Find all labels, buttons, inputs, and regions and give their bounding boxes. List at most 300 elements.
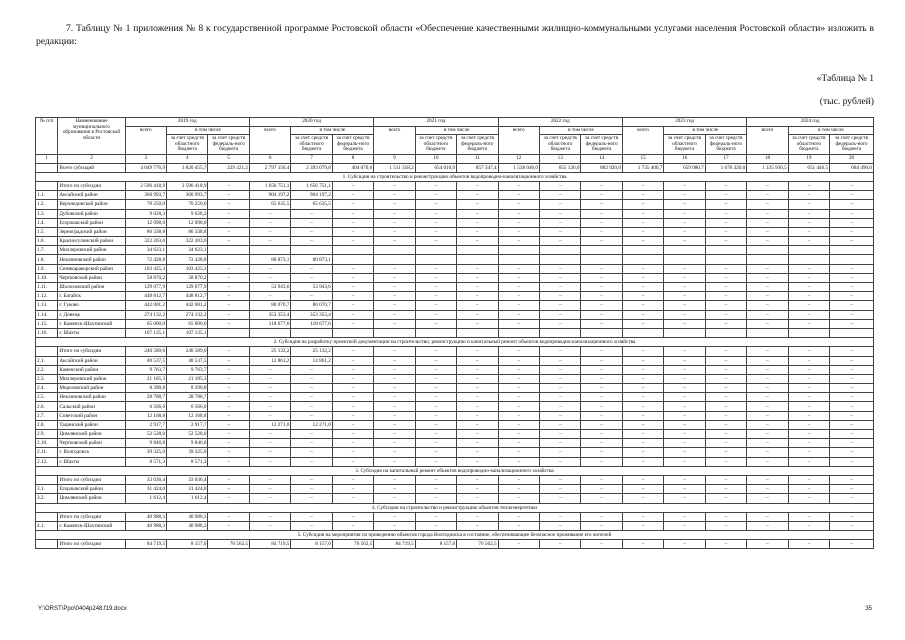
header-incl: в том числе bbox=[291, 126, 374, 135]
row-value: – bbox=[788, 365, 829, 374]
row-value: – bbox=[208, 209, 249, 218]
row-value: – bbox=[415, 393, 456, 402]
row-value: – bbox=[540, 191, 581, 200]
row-value: – bbox=[498, 521, 539, 530]
row-value: 39 325,0 bbox=[125, 448, 166, 457]
table-row bbox=[36, 328, 874, 337]
row-value: – bbox=[622, 494, 663, 503]
row-value bbox=[208, 328, 249, 337]
row-value: – bbox=[664, 218, 705, 227]
row-value: – bbox=[540, 402, 581, 411]
row-value: 448 812,7 bbox=[125, 292, 166, 301]
row-name: Дубовский район bbox=[58, 209, 125, 218]
row-value: 1 511 358,2 bbox=[374, 163, 415, 172]
row-value: – bbox=[540, 209, 581, 218]
row-value: – bbox=[457, 494, 498, 503]
row-value: – bbox=[457, 273, 498, 282]
row-name: Итого по субсидии bbox=[58, 475, 125, 484]
row-value: – bbox=[249, 411, 290, 420]
row-number: 1.6. bbox=[36, 237, 58, 246]
row-name: Итого по субсидии bbox=[58, 540, 125, 549]
row-value: 8 571,3 bbox=[167, 457, 208, 466]
header-year: 2020 год bbox=[249, 118, 373, 127]
row-value: – bbox=[830, 430, 874, 439]
row-value: – bbox=[622, 384, 663, 393]
row-value bbox=[540, 246, 581, 255]
row-number: 1.15. bbox=[36, 319, 58, 328]
row-value: – bbox=[747, 512, 788, 521]
row-value: – bbox=[332, 237, 373, 246]
row-value: – bbox=[332, 319, 373, 328]
row-number: 1.2. bbox=[36, 200, 58, 209]
row-value: – bbox=[581, 521, 622, 530]
header-total: всего bbox=[498, 126, 539, 154]
row-value: – bbox=[664, 411, 705, 420]
row-value bbox=[457, 255, 498, 264]
row-value: – bbox=[415, 448, 456, 457]
row-value: 118 677,6 bbox=[249, 319, 290, 328]
row-value: – bbox=[498, 540, 539, 549]
row-value: – bbox=[830, 512, 874, 521]
row-number: 2.6. bbox=[36, 402, 58, 411]
row-value: – bbox=[747, 356, 788, 365]
row-number: 1.13. bbox=[36, 301, 58, 310]
row-name: Цимлянский район bbox=[58, 430, 125, 439]
row-value: – bbox=[415, 283, 456, 292]
row-value: – bbox=[208, 457, 249, 466]
row-value: – bbox=[664, 374, 705, 383]
row-value: – bbox=[374, 237, 415, 246]
row-name: Чертковский район bbox=[58, 439, 125, 448]
row-number: 1.7. bbox=[36, 246, 58, 255]
row-value: – bbox=[374, 191, 415, 200]
row-value: 857 347,4 bbox=[457, 163, 498, 172]
row-name: г. Шахты bbox=[58, 328, 125, 337]
row-value: – bbox=[374, 448, 415, 457]
row-value: – bbox=[705, 283, 746, 292]
row-value: – bbox=[664, 301, 705, 310]
row-value: – bbox=[622, 191, 663, 200]
row-value: – bbox=[747, 227, 788, 236]
row-value: – bbox=[747, 402, 788, 411]
row-value: – bbox=[374, 402, 415, 411]
row-value: – bbox=[457, 374, 498, 383]
row-value: – bbox=[540, 521, 581, 530]
row-value: – bbox=[374, 485, 415, 494]
row-value: – bbox=[415, 292, 456, 301]
row-value: – bbox=[705, 402, 746, 411]
row-value: – bbox=[332, 356, 373, 365]
table-row bbox=[36, 457, 874, 466]
table-header bbox=[36, 118, 874, 164]
row-value: – bbox=[457, 393, 498, 402]
row-value bbox=[291, 246, 332, 255]
row-value: – bbox=[415, 374, 456, 383]
header-federal: за счет средств федераль-ного бюджета bbox=[208, 135, 249, 155]
section-title: 2. Субсидия на разработку проектной документации на строительство, реконструкцию и капитальный ремонт объектов водопроводно-канализационного хозяйства bbox=[36, 338, 874, 347]
row-value: – bbox=[374, 430, 415, 439]
section-title: 4. Субсидия на строительство и реконструкцию объектов теплоэнергетики bbox=[36, 503, 874, 512]
row-value: – bbox=[622, 209, 663, 218]
row-value: – bbox=[415, 485, 456, 494]
row-value: – bbox=[249, 393, 290, 402]
row-value: 53 943,6 bbox=[291, 283, 332, 292]
row-value: 80 070,7 bbox=[249, 301, 290, 310]
row-value: – bbox=[705, 347, 746, 356]
row-value: 240 589,6 bbox=[167, 347, 208, 356]
row-value: – bbox=[747, 237, 788, 246]
row-value: – bbox=[830, 356, 874, 365]
row-value: – bbox=[622, 540, 663, 549]
row-value: – bbox=[457, 512, 498, 521]
row-value: – bbox=[747, 365, 788, 374]
table-row bbox=[36, 494, 874, 503]
row-number: 1.9. bbox=[36, 264, 58, 273]
table-row bbox=[36, 246, 874, 255]
row-value: 107 135,1 bbox=[125, 328, 166, 337]
row-value: – bbox=[788, 512, 829, 521]
row-value bbox=[747, 328, 788, 337]
header-year: 2023 год bbox=[622, 118, 746, 127]
row-value: – bbox=[374, 494, 415, 503]
row-value: – bbox=[664, 521, 705, 530]
row-value: – bbox=[498, 200, 539, 209]
row-value: 904 197,2 bbox=[291, 191, 332, 200]
row-value: – bbox=[415, 475, 456, 484]
header-federal: за счет средств федераль-ного бюджета bbox=[457, 135, 498, 155]
row-name: г. Батайск bbox=[58, 292, 125, 301]
row-value: – bbox=[788, 521, 829, 530]
column-number: 2 bbox=[58, 154, 125, 163]
row-value: 86 338,8 bbox=[125, 227, 166, 236]
row-value: – bbox=[457, 218, 498, 227]
row-value: – bbox=[332, 310, 373, 319]
row-value: – bbox=[664, 494, 705, 503]
row-value: – bbox=[622, 475, 663, 484]
subsidy-table bbox=[35, 117, 874, 549]
row-value: – bbox=[457, 457, 498, 466]
row-value: – bbox=[415, 512, 456, 521]
header-row-years bbox=[36, 118, 874, 127]
row-value: – bbox=[498, 227, 539, 236]
row-value: – bbox=[830, 384, 874, 393]
row-value bbox=[664, 328, 705, 337]
row-value: – bbox=[540, 457, 581, 466]
row-value: – bbox=[830, 218, 874, 227]
row-value: – bbox=[498, 365, 539, 374]
row-value: – bbox=[457, 227, 498, 236]
row-value: – bbox=[332, 374, 373, 383]
header-regional: за счет средств областного бюджета bbox=[415, 135, 456, 155]
row-value: 70 250,0 bbox=[125, 200, 166, 209]
row-value: – bbox=[705, 310, 746, 319]
row-value: – bbox=[581, 384, 622, 393]
row-value: – bbox=[830, 191, 874, 200]
row-number bbox=[36, 347, 58, 356]
row-value: – bbox=[788, 485, 829, 494]
row-value: – bbox=[747, 457, 788, 466]
row-value: – bbox=[208, 237, 249, 246]
row-name: Егорлыкский район bbox=[58, 218, 125, 227]
row-name: Аксайский район bbox=[58, 191, 125, 200]
row-value: – bbox=[374, 310, 415, 319]
row-value: – bbox=[788, 475, 829, 484]
row-value: – bbox=[747, 384, 788, 393]
row-number: 2.10. bbox=[36, 439, 58, 448]
row-value bbox=[705, 255, 746, 264]
row-value: – bbox=[540, 218, 581, 227]
row-value: – bbox=[830, 521, 874, 530]
row-value: – bbox=[581, 420, 622, 429]
row-value: – bbox=[457, 191, 498, 200]
row-value: – bbox=[581, 365, 622, 374]
row-name: Миллеровский район bbox=[58, 374, 125, 383]
row-value: – bbox=[498, 457, 539, 466]
row-value: – bbox=[291, 512, 332, 521]
row-value: – bbox=[540, 292, 581, 301]
row-value: – bbox=[457, 347, 498, 356]
row-value: – bbox=[540, 420, 581, 429]
row-value: – bbox=[788, 200, 829, 209]
row-name: Красносулинский район bbox=[58, 237, 125, 246]
row-value bbox=[415, 328, 456, 337]
row-value: – bbox=[415, 301, 456, 310]
row-value: – bbox=[249, 439, 290, 448]
row-value: – bbox=[622, 356, 663, 365]
row-value: – bbox=[664, 264, 705, 273]
row-value: – bbox=[830, 475, 874, 484]
row-name: г. Шахты bbox=[58, 457, 125, 466]
row-name: Верхнедонской район bbox=[58, 200, 125, 209]
row-value: – bbox=[249, 457, 290, 466]
row-value: – bbox=[208, 273, 249, 282]
section-title: 1. Субсидия на строительство и реконструкцию объектов водопроводно-канализационного хозяйства bbox=[36, 172, 874, 181]
row-value: – bbox=[705, 439, 746, 448]
row-value: – bbox=[208, 292, 249, 301]
row-value: – bbox=[788, 181, 829, 190]
row-value bbox=[705, 328, 746, 337]
row-value: – bbox=[457, 237, 498, 246]
row-name: Неклиновский район bbox=[58, 393, 125, 402]
row-value: 58 870,2 bbox=[167, 273, 208, 282]
section-row bbox=[36, 531, 874, 540]
row-value: – bbox=[415, 402, 456, 411]
row-value: – bbox=[747, 485, 788, 494]
row-value: 904 197,2 bbox=[249, 191, 290, 200]
page-number: 35 bbox=[865, 606, 872, 612]
row-value: 882 920,0 bbox=[581, 163, 622, 172]
row-value: – bbox=[788, 374, 829, 383]
row-value: – bbox=[747, 200, 788, 209]
intro-paragraph: 7. Таблицу № 1 приложения № 8 к государственной программе Ростовской области «Обеспечение качественными жилищно-коммунальными услугами населения Ростовской области» изложить в редакции: bbox=[36, 23, 874, 47]
header-federal: за счет средств федераль-ного бюджета bbox=[332, 135, 373, 155]
row-value: – bbox=[291, 448, 332, 457]
row-value: – bbox=[622, 181, 663, 190]
row-value: 8 390,8 bbox=[125, 384, 166, 393]
row-value bbox=[788, 255, 829, 264]
row-value: – bbox=[581, 430, 622, 439]
row-value: – bbox=[374, 439, 415, 448]
row-value: – bbox=[830, 347, 874, 356]
row-value: – bbox=[291, 218, 332, 227]
row-value: – bbox=[291, 292, 332, 301]
row-value bbox=[788, 246, 829, 255]
row-value: 6 566,0 bbox=[125, 402, 166, 411]
row-value: 2 917,7 bbox=[167, 420, 208, 429]
row-value: – bbox=[249, 273, 290, 282]
row-value: – bbox=[457, 209, 498, 218]
row-value bbox=[208, 255, 249, 264]
row-value: 34 623,1 bbox=[125, 246, 166, 255]
row-value: – bbox=[415, 347, 456, 356]
row-value: – bbox=[830, 411, 874, 420]
header-federal: за счет средств федераль-ного бюджета bbox=[705, 135, 746, 155]
row-value: – bbox=[581, 512, 622, 521]
column-number: 9 bbox=[374, 154, 415, 163]
row-value: – bbox=[415, 439, 456, 448]
row-value: – bbox=[457, 485, 498, 494]
row-value: – bbox=[415, 181, 456, 190]
row-value bbox=[622, 246, 663, 255]
table-row bbox=[36, 374, 874, 383]
row-value: – bbox=[581, 494, 622, 503]
row-value: – bbox=[705, 393, 746, 402]
row-name: Итого по субсидии bbox=[58, 347, 125, 356]
row-value: – bbox=[747, 494, 788, 503]
row-value: – bbox=[374, 393, 415, 402]
header-regional: за счет средств областного бюджета bbox=[291, 135, 332, 155]
row-value: – bbox=[581, 485, 622, 494]
row-value: – bbox=[208, 356, 249, 365]
row-number bbox=[36, 181, 58, 190]
table-row bbox=[36, 347, 874, 356]
row-value: – bbox=[788, 209, 829, 218]
row-value: – bbox=[208, 218, 249, 227]
row-value: – bbox=[540, 384, 581, 393]
column-number: 6 bbox=[249, 154, 290, 163]
row-value: 28 788,7 bbox=[125, 393, 166, 402]
row-value: – bbox=[374, 273, 415, 282]
row-value: – bbox=[540, 347, 581, 356]
row-value: 118 677,6 bbox=[291, 319, 332, 328]
row-value: 80 070,7 bbox=[291, 301, 332, 310]
row-value: – bbox=[457, 301, 498, 310]
row-value: – bbox=[788, 420, 829, 429]
table-row bbox=[36, 319, 874, 328]
header-year: 2022 год bbox=[498, 118, 622, 127]
row-value: 33 036,4 bbox=[125, 475, 166, 484]
row-value: – bbox=[208, 365, 249, 374]
row-value: – bbox=[747, 264, 788, 273]
row-value: – bbox=[705, 512, 746, 521]
row-value: – bbox=[788, 540, 829, 549]
row-value: – bbox=[581, 347, 622, 356]
row-value: 322 203,6 bbox=[125, 237, 166, 246]
row-value bbox=[622, 255, 663, 264]
row-value: 240 589,6 bbox=[125, 347, 166, 356]
column-number: 10 bbox=[415, 154, 456, 163]
row-value: – bbox=[622, 264, 663, 273]
row-value: – bbox=[581, 227, 622, 236]
row-value: – bbox=[332, 384, 373, 393]
row-value: – bbox=[249, 494, 290, 503]
header-federal: за счет средств федераль-ного бюджета bbox=[830, 135, 874, 155]
row-value: 12 271,0 bbox=[291, 420, 332, 429]
row-value: 1 612,4 bbox=[125, 494, 166, 503]
header-year: 2021 год bbox=[374, 118, 498, 127]
row-value bbox=[498, 246, 539, 255]
row-value: – bbox=[664, 430, 705, 439]
row-value: – bbox=[581, 540, 622, 549]
row-value: 76 562,5 bbox=[332, 540, 373, 549]
row-value: – bbox=[622, 218, 663, 227]
row-value: 684 490,0 bbox=[830, 163, 874, 172]
row-value: 80 873,1 bbox=[249, 255, 290, 264]
row-value: 229 321,2 bbox=[208, 163, 249, 172]
row-value: – bbox=[622, 420, 663, 429]
row-value bbox=[581, 328, 622, 337]
row-name: г. Гуково bbox=[58, 301, 125, 310]
row-value: 31 424,0 bbox=[125, 485, 166, 494]
row-number: 1.14. bbox=[36, 310, 58, 319]
row-value: – bbox=[457, 181, 498, 190]
row-value: – bbox=[622, 273, 663, 282]
row-value: – bbox=[581, 292, 622, 301]
row-value bbox=[498, 328, 539, 337]
row-value: – bbox=[664, 439, 705, 448]
row-value: – bbox=[705, 356, 746, 365]
row-value: – bbox=[208, 393, 249, 402]
row-value: – bbox=[540, 365, 581, 374]
row-value: – bbox=[664, 273, 705, 282]
row-value: – bbox=[291, 237, 332, 246]
table-row bbox=[36, 237, 874, 246]
row-value: 8 157,0 bbox=[415, 540, 456, 549]
row-value: – bbox=[457, 292, 498, 301]
row-value: 2 596 418,9 bbox=[167, 181, 208, 190]
row-value: 442 001,2 bbox=[125, 301, 166, 310]
row-value: – bbox=[291, 475, 332, 484]
row-value: 1 538 046,0 bbox=[498, 163, 539, 172]
row-value: – bbox=[374, 512, 415, 521]
row-value: – bbox=[498, 512, 539, 521]
row-value: – bbox=[747, 292, 788, 301]
row-value: 353 353,4 bbox=[291, 310, 332, 319]
row-value: 40 988,3 bbox=[167, 521, 208, 530]
row-value: – bbox=[249, 448, 290, 457]
row-value: – bbox=[788, 310, 829, 319]
row-value bbox=[540, 255, 581, 264]
row-value: – bbox=[374, 384, 415, 393]
row-value: – bbox=[622, 227, 663, 236]
row-value: – bbox=[664, 181, 705, 190]
row-value: – bbox=[830, 457, 874, 466]
row-value: 360 993,7 bbox=[125, 191, 166, 200]
row-value: – bbox=[291, 457, 332, 466]
row-value: – bbox=[208, 301, 249, 310]
row-value: – bbox=[208, 430, 249, 439]
row-value: – bbox=[208, 420, 249, 429]
row-value: – bbox=[457, 283, 498, 292]
row-value: – bbox=[498, 264, 539, 273]
header-federal: за счет средств федераль-ного бюджета bbox=[581, 135, 622, 155]
row-value: – bbox=[705, 430, 746, 439]
row-value bbox=[457, 246, 498, 255]
table-row bbox=[36, 264, 874, 273]
row-value: – bbox=[747, 310, 788, 319]
row-value: – bbox=[332, 227, 373, 236]
row-value: – bbox=[415, 319, 456, 328]
